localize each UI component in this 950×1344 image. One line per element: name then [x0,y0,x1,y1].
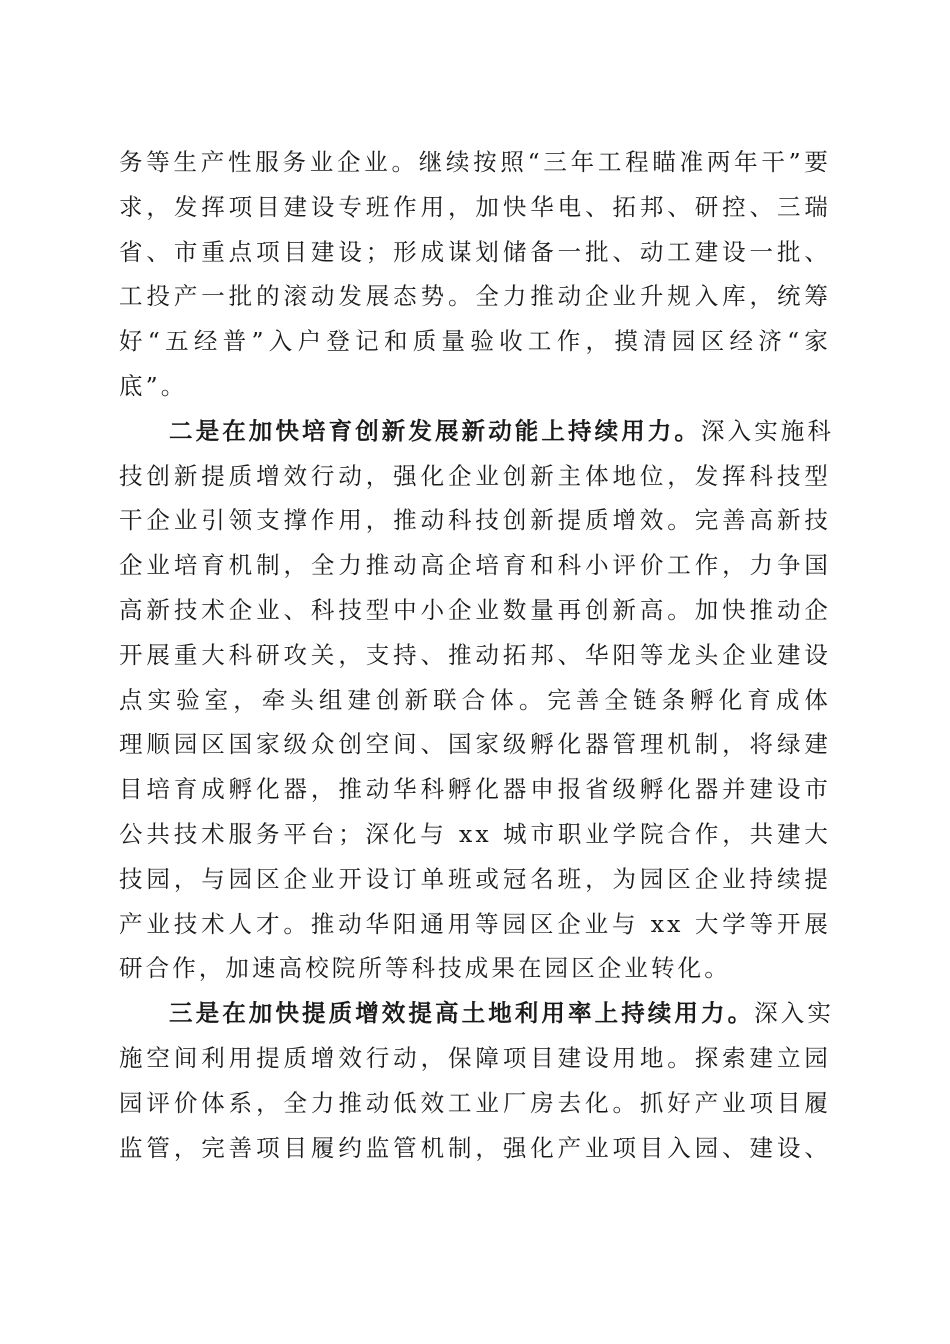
paragraph-line: 研合作，加速高校院所等科技成果在园区企业转化。 [119,954,731,983]
paragraph-line: 园评价体系，全力推动低效工业厂房去化。抓好产业项目履 [119,1088,831,1117]
paragraph-line: 目培育成孵化器，推动华科孵化器申报省级孵化器并建设市 [119,775,831,804]
paragraph-heading: 三是在加快提质增效提高土地利用率上持续用力。 [169,999,755,1028]
paragraph-heading: 二是在加快培育创新发展新动能上持续用力。 [169,416,701,445]
paragraph-line: 理顺园区国家级众创空间、国家级孵化器管理机制，将绿建 [119,730,831,759]
paragraph-line: 技创新提质增效行动，强化企业创新主体地位，发挥科技型 [119,461,831,490]
paragraph-line: 好“五经普”入户登记和质量验收工作，摸清园区经济“家 [119,327,831,356]
paragraph-line: 监管，完善项目履约监管机制，强化产业项目入园、建设、 [119,1133,831,1162]
paragraph-line: 施空间利用提质增效行动，保障项目建设用地。探索建立园 [119,1043,831,1072]
paragraph-line: 产业技术人才。推动华阳通用等园区企业与 xx 大学等开展 [119,909,831,938]
paragraph-text: 深入实施科 [701,416,834,445]
paragraph-line: 底”。 [119,371,188,400]
paragraph-line: 企业培育机制，全力推动高企培育和科小评价工作，力争国 [119,551,831,580]
paragraph-line: 务等生产性服务业企业。继续按照“三年工程瞄准两年干”要 [119,148,831,176]
paragraph-line: 点实验室，牵头组建创新联合体。完善全链条孵化育成体 [119,685,831,714]
paragraph-text: 深入实 [754,999,835,1028]
paragraph-line: 公共技术服务平台；深化与 xx 城市职业学院合作，共建大 [119,819,831,848]
paragraph-first-line [119,991,835,1036]
paragraph-line: 高新技术企业、科技型中小企业数量再创新高。加快推动企 [119,595,831,624]
paragraph-line: 干企业引领支撑作用，推动科技创新提质增效。完善高新技 [119,506,831,535]
paragraph-first-line [119,409,834,454]
body-text [119,140,835,1170]
paragraph-line: 技园，与园区企业开设订单班或冠名班，为园区企业持续提 [119,864,831,893]
paragraph-line: 开展重大科研攻关，支持、推动拓邦、华阳等龙头企业建设 [119,640,831,669]
paragraph-line: 求，发挥项目建设专班作用，加快华电、拓邦、研控、三瑞 [119,192,831,221]
paragraph-line: 省、市重点项目建设；形成谋划储备一批、动工建设一批、 [119,237,831,266]
paragraph-line: 工投产一批的滚动发展态势。全力推动企业升规入库，统筹 [119,282,831,311]
